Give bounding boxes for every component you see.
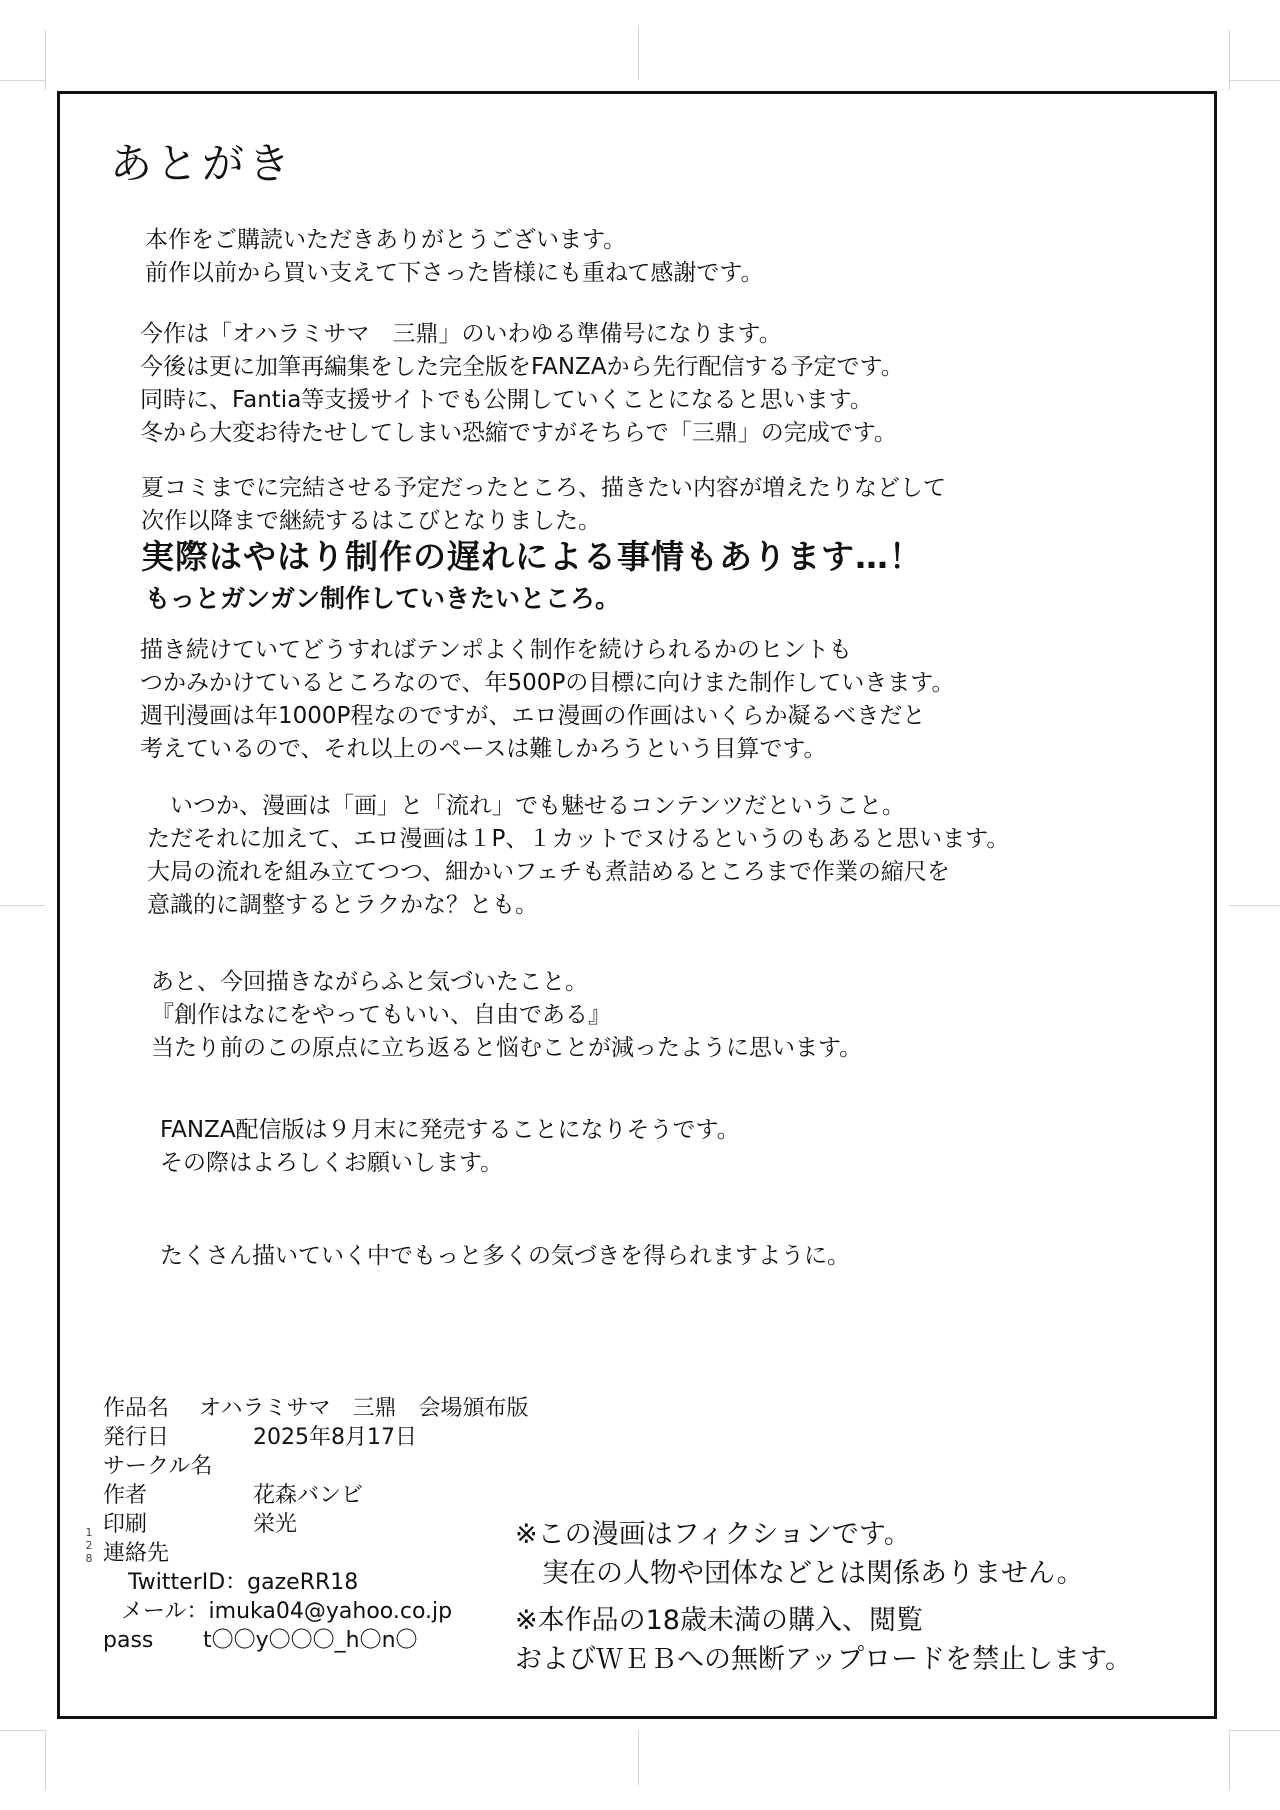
text-line: 夏コミまでに完結させる予定だったところ、描きたい内容が増えたりなどして: [141, 475, 946, 501]
colophon-twitter: TwitterID：gazeRR18: [128, 1570, 359, 1595]
crop-mark-bottom-left-h: [0, 1730, 45, 1731]
page-title: あとがき: [110, 139, 295, 188]
text-line: 今作は「オハラミサマ 三鼎」のいわゆる準備号になります。: [140, 321, 782, 347]
text-line: あと、今回描きながらふと気づいたこと。: [151, 969, 588, 995]
colophon-value: 花森バンビ: [253, 1483, 364, 1508]
crop-mark-top-right-h: [1229, 80, 1280, 81]
text-line: つかみかけているところなので、年500Pの目標に向けまた制作していきます。: [140, 670, 955, 696]
colophon-label: 印刷: [103, 1512, 148, 1537]
crop-mark-bottom-right-v: [1229, 1730, 1230, 1790]
emphasis-line: [141, 536, 923, 578]
text-line: 週刊漫画は年1000P程なのですが、エロ漫画の作画はいくらか凝るべきだと: [140, 703, 926, 729]
text-line: もっとガンガン制作していきたいところ。: [145, 584, 621, 613]
text-line: いつか、漫画は「画」と「流れ」でも魅せるコンテンツだということ。: [147, 793, 905, 819]
notice-line: ※本作品の18歳未満の購入、閲覧: [515, 1605, 923, 1636]
colophon-label: 作品名: [103, 1396, 170, 1421]
crop-mark-bottom-left-v: [45, 1730, 46, 1790]
crop-mark-bottom-right-h: [1229, 1730, 1280, 1731]
colophon-mail: メール：imuka04@yahoo.co.jp: [121, 1599, 453, 1624]
colophon-row-title: [103, 1394, 529, 1423]
text-line: 大局の流れを組み立てつつ、細かいフェチも煮詰めるところまで作業の縮尺を: [147, 859, 950, 885]
text-line: 同時に、Fantia等支援サイトでも公開していくことになると思います。: [140, 387, 873, 413]
notice-line: ※この漫画はフィクションです。: [515, 1519, 911, 1550]
notice-line: 実在の人物や団体などとは関係ありません。: [515, 1558, 1084, 1589]
colophon-row-circle: [103, 1452, 529, 1481]
notice-line: およびＷＥＢへの無断アップロードを禁止します。: [515, 1644, 1132, 1675]
text-line: その際はよろしくお願いします。: [160, 1150, 504, 1176]
emphasis-subline: [145, 581, 620, 617]
crop-mark-top-center: [638, 25, 639, 80]
crop-mark-bottom-center: [638, 1730, 639, 1785]
colophon-row-print: [103, 1510, 529, 1539]
text-line: 意識的に調整するとラクかな？とも。: [147, 892, 538, 918]
paragraph-closing: [160, 1240, 850, 1273]
crop-mark-left-center: [0, 905, 45, 906]
text-line: 考えているので、それ以上のペースは難しかろうという目算です。: [140, 736, 827, 762]
paragraph-thanks: [145, 224, 764, 290]
text-line: ただそれに加えて、エロ漫画は１P、１カットでヌけるというのもあると思います。: [147, 826, 1010, 852]
crop-mark-top-left-v: [45, 30, 46, 90]
text-line: 今後は更に加筆再編集をした完全版をFANZAから先行配信する予定です。: [140, 354, 904, 380]
text-line: FANZA配信版は９月末に発売することになりそうです。: [160, 1117, 740, 1143]
colophon-value: オハラミサマ 三鼎 会場頒布版: [199, 1396, 529, 1421]
text-line: 実際はやはり制作の遅れによる事情もあります…！: [141, 537, 923, 576]
text-line: 当たり前のこの原点に立ち返ると悩むことが減ったように思います。: [151, 1035, 863, 1061]
paragraph-release-info: [140, 318, 904, 450]
text-line: 前作以前から買い支えて下さった皆様にも重ねて感謝です。: [145, 260, 764, 286]
colophon-value: t〇〇y〇〇〇_h〇n〇: [203, 1628, 418, 1653]
colophon-label: 作者: [103, 1483, 148, 1508]
colophon-label: 連絡先: [103, 1541, 170, 1566]
page-number: [83, 1526, 95, 1565]
paragraph-tempo: [140, 634, 954, 766]
text-line: 冬から大変お待たせしてしまい恐縮ですがそちらで「三鼎」の完成です。: [140, 420, 897, 446]
page-number-digit: 2: [85, 1539, 93, 1552]
colophon-row-date: [103, 1423, 529, 1452]
crop-mark-top-left-h: [0, 80, 45, 81]
paragraph-fanza: [160, 1114, 740, 1180]
colophon-label: pass: [103, 1628, 154, 1653]
colophon-value: 2025年8月17日: [253, 1425, 417, 1450]
text-line: 『創作はなにをやってもいい、自由である』: [151, 1002, 611, 1028]
paragraph-manga-flow: [147, 790, 1009, 922]
colophon-row-author: [103, 1481, 529, 1510]
page-number-digit: 8: [85, 1552, 93, 1565]
colophon-label: 発行日: [103, 1425, 170, 1450]
colophon-row-pass: [103, 1626, 529, 1655]
page-number-digit: 1: [85, 1526, 93, 1539]
paragraph-schedule: [141, 472, 946, 538]
colophon-row-contact: [103, 1539, 529, 1568]
text-line: たくさん描いていく中でもっと多くの気づきを得られますように。: [160, 1243, 850, 1269]
crop-mark-right-center: [1229, 905, 1280, 906]
colophon-value: 栄光: [253, 1512, 298, 1537]
text-line: 本作をご購読いただきありがとうございます。: [145, 227, 627, 253]
text-line: 次作以降まで継続するはこびとなりました。: [141, 508, 601, 534]
colophon-label: サークル名: [103, 1454, 213, 1479]
paragraph-realization: [151, 966, 862, 1065]
text-line: 描き続けていてどうすればテンポよく制作を続けられるかのヒントも: [140, 637, 852, 663]
legal-notice: [515, 1515, 1132, 1679]
crop-mark-top-right-v: [1229, 30, 1230, 90]
colophon: [103, 1394, 529, 1655]
